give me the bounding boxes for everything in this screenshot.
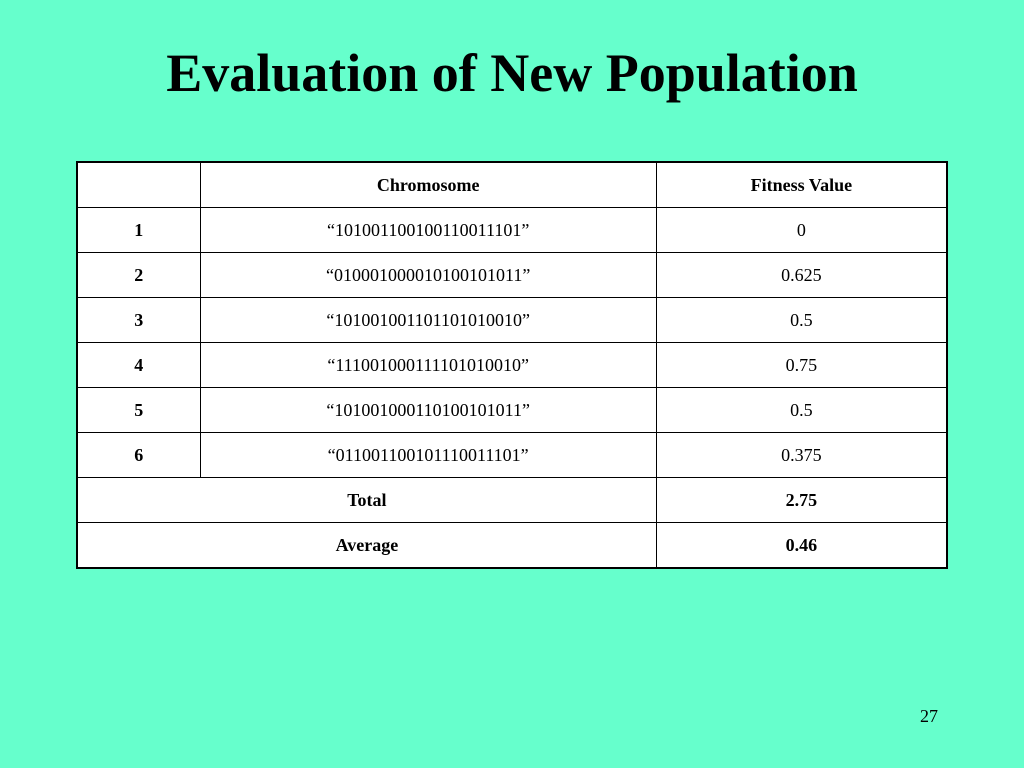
header-chromosome: Chromosome <box>200 162 656 208</box>
header-fitness-value: Fitness Value <box>656 162 947 208</box>
table-row <box>77 208 947 253</box>
total-row <box>77 478 947 523</box>
row-fitness: 0.625 <box>656 253 947 298</box>
row-index: 3 <box>77 298 200 343</box>
row-chromosome: “101001001101101010010” <box>200 298 656 343</box>
average-value: 0.46 <box>656 523 947 569</box>
row-fitness: 0.75 <box>656 343 947 388</box>
row-chromosome: “101001000110100101011” <box>200 388 656 433</box>
row-chromosome: “010001000010100101011” <box>200 253 656 298</box>
slide-title: Evaluation of New Population <box>166 43 858 103</box>
row-fitness: 0 <box>656 208 947 253</box>
total-label: Total <box>77 478 656 523</box>
average-label: Average <box>77 523 656 569</box>
row-chromosome: “101001100100110011101” <box>200 208 656 253</box>
row-fitness: 0.5 <box>656 388 947 433</box>
average-row <box>77 523 947 569</box>
row-index: 1 <box>77 208 200 253</box>
table-row <box>77 298 947 343</box>
population-fitness-table <box>76 161 948 569</box>
table-row <box>77 253 947 298</box>
page-number: 27 <box>920 706 938 726</box>
header-index <box>77 162 200 208</box>
row-index: 2 <box>77 253 200 298</box>
row-chromosome: “011001100101110011101” <box>200 433 656 478</box>
row-index: 5 <box>77 388 200 433</box>
table-row <box>77 388 947 433</box>
row-index: 6 <box>77 433 200 478</box>
row-chromosome: “111001000111101010010” <box>200 343 656 388</box>
total-value: 2.75 <box>656 478 947 523</box>
table-row <box>77 343 947 388</box>
table-row <box>77 433 947 478</box>
table-header-row <box>77 162 947 208</box>
row-fitness: 0.375 <box>656 433 947 478</box>
row-fitness: 0.5 <box>656 298 947 343</box>
row-index: 4 <box>77 343 200 388</box>
